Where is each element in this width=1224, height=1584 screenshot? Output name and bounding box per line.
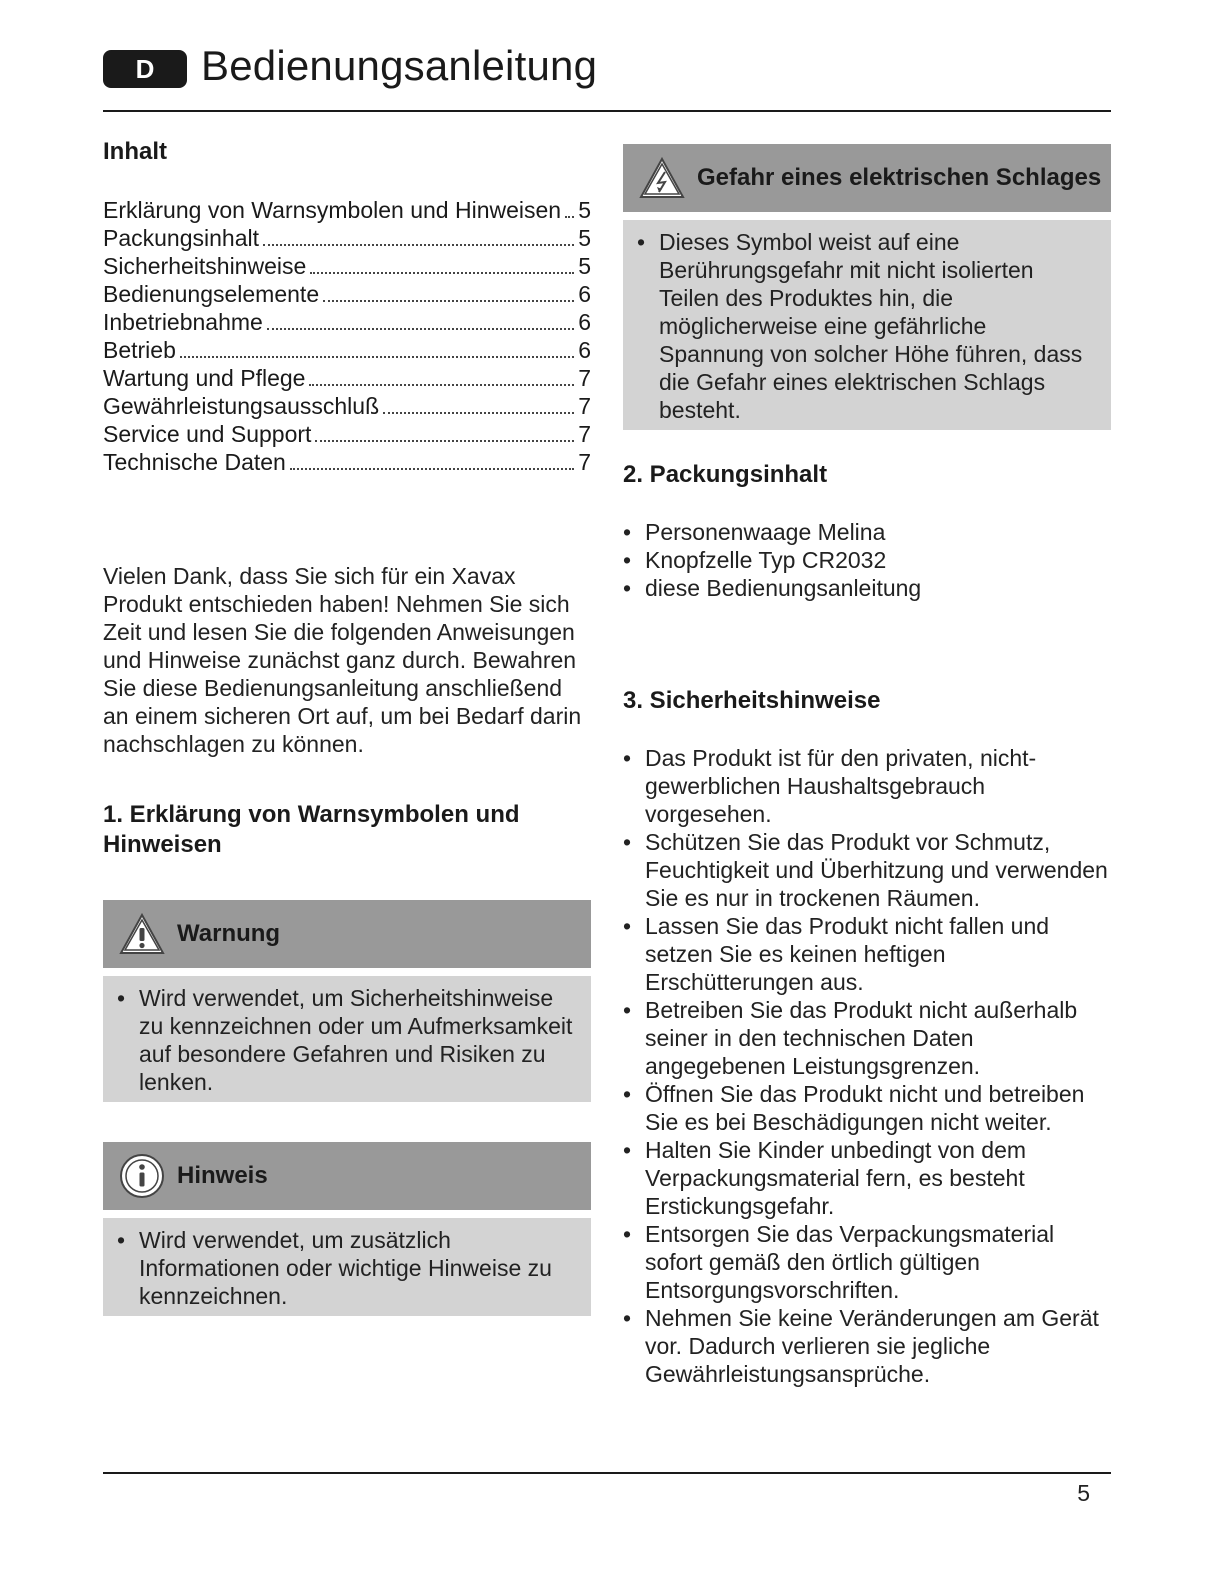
toc-entry[interactable] [103,364,591,392]
toc-entry-title: Gewährleistungsausschluß [103,393,380,419]
list-item: • Nehmen Sie keine Veränderungen am Gerät vor. Dadurch verlieren sie jegliche Gewährleistungsansprüche. [623,1304,1111,1388]
section-heading-package-contents: 2. Packungsinhalt [623,461,828,488]
package-contents-list [623,518,1111,602]
toc-entry-title: Erklärung von Warnsymbolen und Hinweisen [103,197,562,223]
toc-leader-dots [315,440,574,442]
toc-leader-dots [267,328,574,330]
list-item: • Entsorgen Sie das Verpackungsmaterial sofort gemäß den örtlich gültigen Entsorgungsvorschriften. [623,1220,1111,1304]
note-box [103,1142,591,1316]
note-box-body [103,1218,591,1316]
toc-entry-title: Betrieb [103,337,176,363]
toc-entry-page: 7 [578,421,591,447]
list-item: • Wird verwendet, um Sicherheitshinweise zu kennzeichnen oder um Aufmerksamkeit auf besondere Gefahren und Risiken zu lenken. [117,984,577,1096]
toc-entry-page: 6 [578,309,591,335]
toc-entry-title: Wartung und Pflege [103,365,306,391]
list-item: • Öffnen Sie das Produkt nicht und betreiben Sie es bei Beschädigungen nicht weiter. [623,1080,1111,1136]
toc-entry-page: 6 [578,281,591,307]
warning-box-title: Warnung [177,920,281,947]
toc-leader-dots [263,244,574,246]
table-of-contents [103,196,591,476]
section-heading-warning-symbols: 1. Erklärung von Warnsymbolen und Hinweisen [103,801,520,858]
toc-entry[interactable] [103,196,591,224]
list-item: • Betreiben Sie das Produkt nicht außerhalb seiner in den technischen Daten angegebenen Leistungsgrenzen. [623,996,1111,1080]
toc-entry[interactable] [103,224,591,252]
list-item: • Das Produkt ist für den privaten, nicht-gewerblichen Haushaltsgebrauch vorgesehen. [623,744,1111,828]
list-item: • diese Bedienungsanleitung [623,574,1111,602]
toc-leader-dots [383,412,574,414]
electric-shock-box-header [623,144,1111,212]
toc-entry-page: 5 [578,197,591,223]
toc-entry-title: Packungsinhalt [103,225,259,251]
page-header [103,44,1111,112]
warning-box-body [103,976,591,1102]
left-column [103,138,591,1316]
note-box-header [103,1142,591,1210]
safety-list [623,744,1111,1388]
toc-entry-title: Bedienungselemente [103,281,320,307]
list-item: • Schützen Sie das Produkt vor Schmutz, Feuchtigkeit und Überhitzung und verwenden Sie es nur in trockenen Räumen. [623,828,1111,912]
toc-entry-page: 5 [578,225,591,251]
electric-shock-box-title: Gefahr eines elektrischen Schlages [697,164,1102,191]
note-box-title: Hinweis [177,1162,268,1189]
toc-entry-page: 5 [578,253,591,279]
page-number: 5 [1077,1480,1090,1506]
toc-leader-dots [180,356,574,358]
toc-entry-page: 7 [578,449,591,475]
toc-entry[interactable] [103,392,591,420]
document-title: Bedienungsanleitung [201,42,598,89]
language-badge: D [103,50,187,88]
footer-divider [103,1472,1111,1474]
list-item: • Wird verwendet, um zusätzlich Informationen oder wichtige Hinweise zu kennzeichnen. [117,1226,577,1310]
warning-box-header [103,900,591,968]
toc-entry-title: Inbetriebnahme [103,309,263,335]
intro-paragraph: Vielen Dank, dass Sie sich für ein Xavax Produkt entschieden haben! Nehmen Sie sich Zeit und lesen Sie die folgenden Anweisungen und Hinweise zunächst ganz durch. Bewahren Sie diese Bedienungsanleitung anschließend an einem sicheren Ort auf, um bei Bedarf darin nachschlagen zu können. [103,563,582,757]
toc-leader-dots [565,216,574,218]
electric-shock-icon [637,153,687,203]
toc-leader-dots [310,272,574,274]
toc-entry[interactable] [103,448,591,476]
toc-entry[interactable] [103,280,591,308]
toc-entry-page: 7 [578,393,591,419]
toc-entry[interactable] [103,252,591,280]
right-column [623,144,1111,1388]
toc-entry[interactable] [103,336,591,364]
section-heading-safety: 3. Sicherheitshinweise [623,687,881,714]
toc-entry-page: 7 [578,365,591,391]
list-item: • Halten Sie Kinder unbedingt von dem Verpackungsmaterial fern, es besteht Erstickungsgefahr. [623,1136,1111,1220]
list-item: • Knopfzelle Typ CR2032 [623,546,1111,574]
toc-leader-dots [290,468,574,470]
warning-box [103,900,591,1102]
toc-leader-dots [309,384,574,386]
electric-shock-box [623,144,1111,430]
toc-entry-title: Service und Support [103,421,312,447]
list-item: • Dieses Symbol weist auf eine Berührungsgefahr mit nicht isolierten Teilen des Produktes hin, die möglicherweise eine gefährliche Spannung von solcher Höhe führen, dass die Gefahr eines elektrischen Schlags besteht. [637,228,1097,424]
warning-triangle-icon [117,909,167,959]
toc-entry-title: Technische Daten [103,449,286,475]
info-circle-icon [117,1151,167,1201]
electric-shock-box-body [623,220,1111,430]
toc-leader-dots [323,300,574,302]
toc-entry[interactable] [103,420,591,448]
toc-entry[interactable] [103,308,591,336]
toc-entry-page: 6 [578,337,591,363]
list-item: • Lassen Sie das Produkt nicht fallen und setzen Sie es keinen heftigen Erschütterungen aus. [623,912,1111,996]
toc-entry-title: Sicherheitshinweise [103,253,307,279]
list-item: • Personenwaage Melina [623,518,1111,546]
toc-heading: Inhalt [103,138,167,165]
